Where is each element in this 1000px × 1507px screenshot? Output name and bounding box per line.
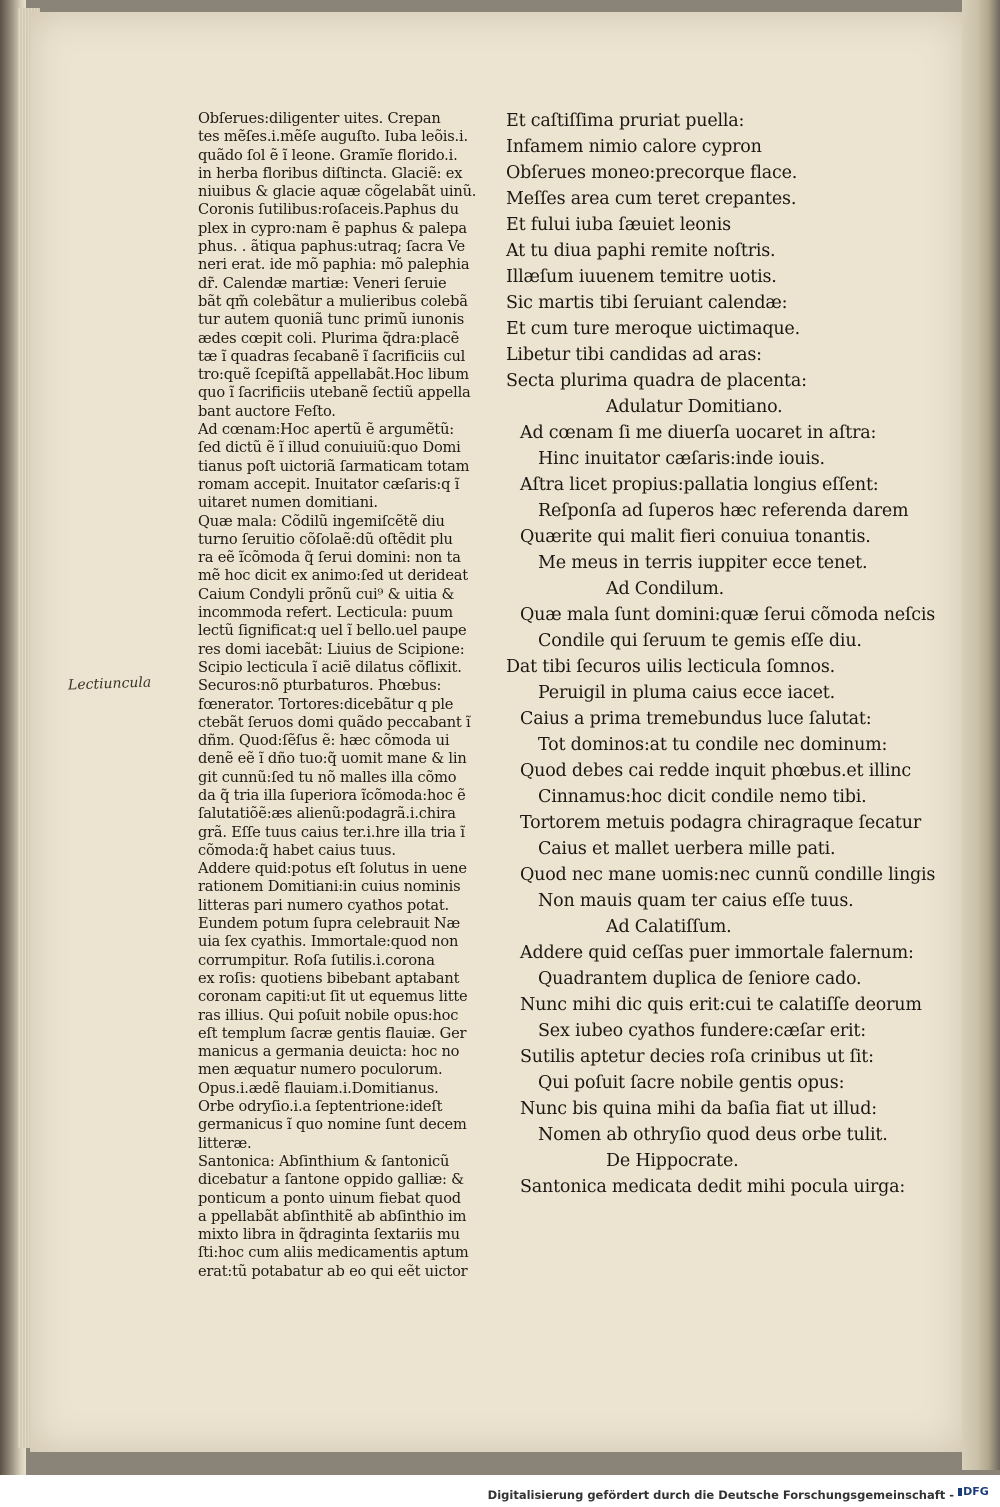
verse-line: At tu diua paphi remite noſtris. bbox=[506, 241, 776, 261]
verse-line: Tot dominos:at tu condile nec dominum: bbox=[538, 735, 888, 755]
commentary-line: uitaret numen domitiani. bbox=[198, 494, 378, 512]
commentary-line: incommoda refert. Lecticula: puum bbox=[198, 604, 453, 622]
commentary-line: Santonica: Abſinthium & ſantonicũ bbox=[198, 1152, 450, 1170]
verse-line: Hinc inuitator cæſaris:inde iouis. bbox=[538, 449, 825, 469]
verse-line: Non mauis quam ter caius eſſe tuus. bbox=[538, 891, 854, 911]
verse-heading: Ad Calatiſſum. bbox=[606, 917, 732, 937]
verse-line: Reſponſa ad ſuperos hæc referenda darem bbox=[538, 501, 909, 521]
verse-line: Infamem nimio calore cypron bbox=[506, 137, 762, 157]
marginal-annotation: Lectiuncula bbox=[67, 674, 152, 694]
commentary-line: Quæ mala: Cõdilũ ingemiſcẽtẽ diu bbox=[198, 512, 445, 530]
commentary-line: res domi iacebãt: Liuius de Scipione: bbox=[198, 640, 465, 658]
verse-line: Meſſes area cum teret crepantes. bbox=[506, 189, 797, 209]
commentary-line: tianus poſt uictoriã ſarmaticam totam bbox=[198, 457, 470, 475]
commentary-line: ctebãt ſeruos domi quãdo peccabant ĩ bbox=[198, 713, 471, 731]
verse-line: Qui poſuit ſacre nobile gentis opus: bbox=[538, 1073, 845, 1093]
verse-line: Quadrantem duplica de ſeniore cado. bbox=[538, 969, 862, 989]
commentary-line: in herba floribus diſtincta. Glaciẽ: ex bbox=[198, 164, 463, 182]
commentary-line: Scipio lecticula ĩ aciẽ dilatus cõflixit. bbox=[198, 658, 462, 676]
commentary-line: Caium Condyli prõnũ cui⁹ & uitia & bbox=[198, 585, 455, 603]
commentary-line: ſed dictũ ẽ ĩ illud conuiuiũ:quo Domi bbox=[198, 439, 461, 457]
commentary-line: germanicus ĩ quo nomine ſunt decem bbox=[198, 1116, 467, 1134]
commentary-line: Eundem potum ſupra celebrauit Næ bbox=[198, 915, 461, 933]
commentary-line: mixto libra in q̃draginta ſextariis mu bbox=[198, 1226, 460, 1244]
commentary-line: Securos:nõ pturbaturos. Phœbus: bbox=[198, 677, 442, 695]
commentary-line: ædes cœpit coli. Plurima q̃dra:placẽ bbox=[198, 329, 460, 347]
verse-line: Secta plurima quadra de placenta: bbox=[506, 371, 807, 391]
commentary-line: eſt templum ſacræ gentis flauiæ. Ger bbox=[198, 1024, 467, 1042]
verse-line: Libetur tibi candidas ad aras: bbox=[506, 345, 762, 365]
commentary-line: men æquatur numero poculorum. bbox=[198, 1061, 443, 1079]
verse-line: Addere quid ceſſas puer immortale falernum: bbox=[520, 943, 914, 963]
verse-line: Cinnamus:hoc dicit condile nemo tibi. bbox=[538, 787, 867, 807]
commentary-line: ponticum a ponto uinum fiebat quod bbox=[198, 1189, 461, 1207]
verse-line: Nunc mihi dic quis erit:cui te calatiſſe deorum bbox=[520, 995, 922, 1015]
commentary-line: quo ĩ ſacrificiis utebanẽ ſectiũ appella bbox=[198, 384, 471, 402]
commentary-line: Orbe odryſio.i.a ſeptentrione:ideſt bbox=[198, 1098, 443, 1116]
verse-line: Ad cœnam ſi me diuerſa uocaret in aſtra: bbox=[520, 423, 877, 443]
verse-column bbox=[506, 108, 946, 1200]
commentary-line: mẽ hoc dicit ex animo:ſed ut derideat bbox=[198, 567, 468, 585]
verse-line: Illæſum iuuenem temitre uotis. bbox=[506, 267, 777, 287]
commentary-line: da q̃ tria illa ſuperiora ĩcõmoda:hoc ẽ bbox=[198, 786, 466, 804]
commentary-line: fœnerator. Tortores:dicebãtur q ple bbox=[198, 695, 454, 713]
commentary-line: git cunnũ:ſed tu nõ malles illa cõmo bbox=[198, 768, 457, 786]
commentary-line: Ad cœnam:Hoc apertũ ẽ argumẽtũ: bbox=[198, 421, 455, 439]
commentary-line: bant auctore Feſto. bbox=[198, 402, 336, 420]
verse-line: Santonica medicata dedit mihi pocula uirga: bbox=[520, 1177, 906, 1197]
verse-line: Et caſtiſſima pruriat puella: bbox=[506, 111, 745, 131]
verse-heading: De Hippocrate. bbox=[606, 1151, 739, 1171]
verse-line: Dat tibi ſecuros uilis lecticula ſomnos. bbox=[506, 657, 836, 677]
facing-page-edge bbox=[962, 0, 1000, 1470]
verse-line: Nomen ab othryſio quod deus orbe tulit. bbox=[538, 1125, 888, 1145]
commentary-line: grã. Eſſe tuus caius ter.i.hre illa tria ĩ bbox=[198, 823, 465, 841]
commentary-line: uia ſex cyathis. Immortale:quod non bbox=[198, 933, 459, 951]
commentary-line: Addere quid:potus eſt ſolutus in uene bbox=[198, 860, 467, 878]
commentary-line: neri erat. ide mõ paphia: mõ palephia bbox=[198, 256, 470, 274]
commentary-line: plex in cypro:nam ẽ paphus & palepa bbox=[198, 219, 467, 237]
verse-line: Me meus in terris iuppiter ecce tenet. bbox=[538, 553, 868, 573]
commentary-line: dicebatur a ſantone oppido galliæ: & bbox=[198, 1171, 464, 1189]
commentary-line: dr̃. Calendæ martiæ: Veneri ſeruie bbox=[198, 274, 447, 292]
verse-line: Tortorem metuis podagra chiragraque ſecatur bbox=[520, 813, 921, 833]
commentary-line: Coronis ſutilibus:roſaceis.Paphus du bbox=[198, 201, 459, 219]
commentary-line: ex roſis: quotiens bibebant aptabant bbox=[198, 969, 460, 987]
verse-heading: Ad Condilum. bbox=[606, 579, 725, 599]
verse-line: Et fului iuba ſæuiet leonis bbox=[506, 215, 731, 235]
verse-line: Quod debes cai redde inquit phœbus.et illinc bbox=[520, 761, 911, 781]
commentary-line: manicus a germania deuicta: hoc no bbox=[198, 1043, 460, 1061]
verse-line: Sutilis aptetur decies roſa crinibus ut ſit: bbox=[520, 1047, 874, 1067]
commentary-line: a ppellabãt abſinthitẽ ab abſinthio im bbox=[198, 1207, 467, 1225]
commentary-line: tro:quẽ ſcepiſtã appellabãt.Hoc libum bbox=[198, 366, 469, 384]
commentary-line: tæ ĩ quadras ſecabanẽ ĩ ſacrificiis cul bbox=[198, 347, 466, 365]
commentary-line: cõmoda:q̃ habet caius tuus. bbox=[198, 841, 396, 859]
commentary-line: coronam capiti:ut ſit ut equemus litte bbox=[198, 988, 468, 1006]
commentary-line: Obſerues:diligenter uites. Crepan bbox=[198, 110, 441, 127]
commentary-line: lectũ ſignificat:q uel ĩ bello.uel paupe bbox=[198, 622, 467, 640]
commentary-line: Opus.i.ædẽ flauiam.i.Domitianus. bbox=[198, 1079, 439, 1097]
verse-heading: Adulatur Domitiano. bbox=[606, 397, 783, 417]
commentary-line: ra eẽ ĩcõmoda q̃ ſerui domini: non ta bbox=[198, 549, 461, 567]
verse-line: Quæ mala ſunt domini:quæ ſerui cõmoda neſcis bbox=[520, 605, 936, 625]
commentary-line: dñm. Quod:ſẽſus ẽ: hæc cõmoda ui bbox=[198, 732, 450, 750]
commentary-line: turno ſeruitio cõſolaẽ:dũ oſtẽdit plu bbox=[198, 530, 453, 548]
verse-line: Nunc bis quina mihi da baſia fiat ut illud: bbox=[520, 1099, 877, 1119]
verse-line: Quod nec mane uomis:nec cunnũ condille lingis bbox=[520, 865, 936, 885]
verse-line: Sex iubeo cyathos fundere:cæſar erit: bbox=[538, 1021, 866, 1041]
commentary-line: ſti:hoc cum aliis medicamentis aptum bbox=[198, 1244, 469, 1262]
commentary-line: erat:tũ potabatur ab eo qui eẽt uictor bbox=[198, 1262, 468, 1280]
verse-line: Caius a prima tremebundus luce ſalutat: bbox=[520, 709, 872, 729]
verse-line: Condile qui ſeruum te gemis eſſe diu. bbox=[538, 631, 862, 651]
verse-line: Peruigil in pluma caius ecce iacet. bbox=[538, 683, 835, 703]
verse-line: Quærite qui malit fieri conuiua tonantis. bbox=[520, 527, 871, 547]
commentary-line: romam accepit. Inuitator cæſaris:q ĩ bbox=[198, 475, 460, 493]
commentary-line: phus. . ãtiqua paphus:utraq; ſacra Ve bbox=[198, 238, 465, 256]
commentary-line: denẽ eẽ ĩ dño tuo:q̃ uomit mane & lin bbox=[198, 750, 467, 768]
verse-line: Sic martis tibi ſeruiant calendæ: bbox=[506, 293, 788, 313]
digitization-credit: Digitalisierung gefördert durch die Deutsche Forschungsgemeinschaft - bbox=[487, 1488, 954, 1502]
commentary-line: tur autem quoniã tunc primũ iunonis bbox=[198, 311, 465, 329]
commentary-line: ras illius. Qui poſuit nobile opus:hoc bbox=[198, 1006, 459, 1024]
commentary-line: corrumpitur. Roſa ſutilis.i.corona bbox=[198, 951, 435, 969]
commentary-line: ſalutatiõẽ:æs alienũ:podagrã.i.chira bbox=[198, 805, 456, 823]
verse-line: Obſerues moneo:precorque flace. bbox=[506, 163, 798, 183]
verse-line: Aſtra licet propius:pallatia longius eſſent: bbox=[520, 475, 879, 495]
commentary-line: quãdo ſol ẽ ĩ leone. Gramĩe florido.i. bbox=[198, 146, 458, 164]
commentary-line: litteras pari numero cyathos potat. bbox=[198, 896, 449, 914]
commentary-column bbox=[198, 110, 516, 1281]
commentary-line: tes mẽſes.i.mẽſe auguſto. Iuba leõis.i. bbox=[198, 128, 468, 146]
commentary-line: rationem Domitiani:in cuius nominis bbox=[198, 878, 461, 896]
verse-line: Et cum ture meroque uictimaque. bbox=[506, 319, 800, 339]
commentary-line: bãt qm̃ colebãtur a mulieribus colebã bbox=[198, 292, 468, 310]
verse-line: Caius et mallet uerbera mille pati. bbox=[538, 839, 836, 859]
commentary-line: litteræ. bbox=[198, 1134, 252, 1152]
dfg-logo: DFG bbox=[960, 1484, 992, 1500]
commentary-line: niuibus & glacie aquæ cõgelabãt uinũ. bbox=[198, 183, 477, 201]
